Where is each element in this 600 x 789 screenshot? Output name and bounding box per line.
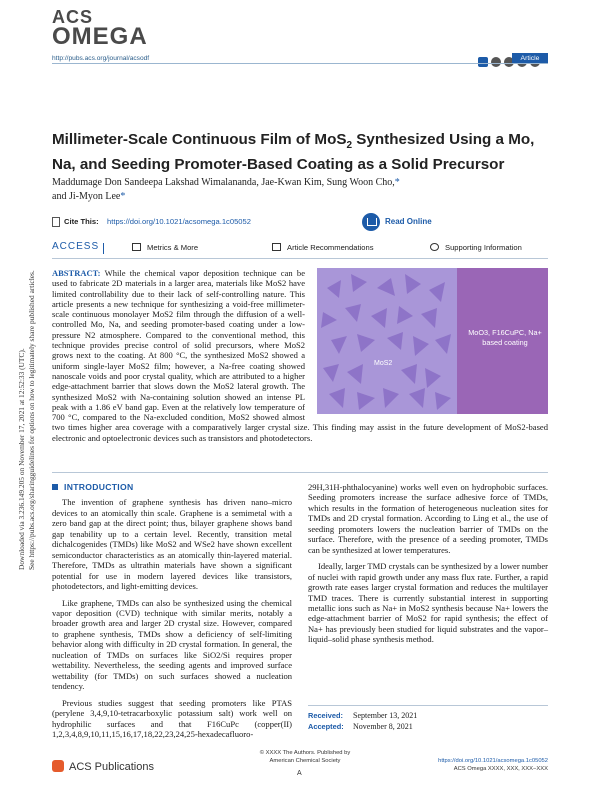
footer-doi-link[interactable]: https://doi.org/10.1021/acsomega.1c05052 xyxy=(438,758,548,764)
right-column xyxy=(308,482,548,651)
received-label: Received: xyxy=(308,711,343,720)
metrics-label: Metrics & More xyxy=(147,243,199,252)
toc-coating-label: MoO3, F16CuPC, Na+ based coating xyxy=(468,328,542,347)
info-icon xyxy=(430,243,439,251)
watermark-line-1: Downloaded via 3.236.149.205 on November 17, 2021 at 12:52:33 (UTC). xyxy=(17,348,26,570)
abstract-text xyxy=(52,268,548,443)
abstract-divider xyxy=(52,472,548,473)
recommendations-label: Article Recommendations xyxy=(287,243,374,252)
intro-paragraph-1: The invention of graphene synthesis has driven nano–micro devices to an atomically thin scale. Graphene is a semimetal with a zero band gap at the direct point; thus, bilayer graphene shows band gap tenability up to a certain level. Recently, transition metal dichalcogenides (TMDs) like MoS2 and WSe2 have shown excellent semiconductor characteristics as an atomically thin-layered material. Therefore, TMDs as ultrathin materials have shown a significant potential for use in modern layered devices like transistors, photodetectors, and light-emitting devices. xyxy=(52,497,292,592)
intro-paragraph-4: 29H,31H-phthalocyanine) works well even on hydrophobic surfaces. Seeding promoters increase the surface adhesive force of TMDs, which results in the formation of heterogeneous nucleation sites for TMDs and 2D crystal formation. According to Ling et al., the use of seeding promoters lowers the nucleation barrier of TMDs on the surface. Therefore, with the presence of a seeding promoter, TMDs can be synthesized at lower temperatures. xyxy=(308,482,548,555)
copyright-notice xyxy=(255,750,355,765)
toc-mos2-label: MoS2 xyxy=(374,360,393,367)
received-date: September 13, 2021 xyxy=(353,711,418,720)
journal-logo[interactable] xyxy=(52,8,148,48)
page-number: A xyxy=(297,770,302,777)
acs-hexagon-icon xyxy=(52,760,64,772)
article-type-badge: Article xyxy=(512,53,548,64)
corresponding-author-mark[interactable]: * xyxy=(394,177,400,188)
open-access-icon[interactable] xyxy=(478,57,488,67)
publisher-name: ACS Publications xyxy=(69,761,154,773)
download-watermark xyxy=(2,240,36,570)
authors-line-1[interactable]: Maddumage Don Sandeepa Lakshad Wimalananda, Jae-Kwan Kim, Sung Woon Cho, xyxy=(52,177,395,188)
bar-chart-icon xyxy=(132,243,141,251)
access-divider xyxy=(103,243,104,254)
article-title: Millimeter-Scale Continuous Film of MoS$_2$ Synthesized Using a Mo, Na, and Seeding Promoter-Based Coating as a Solid Precursor xyxy=(52,131,535,174)
intro-paragraph-3: Previous studies suggest that seeding promoters like PTAS (perylene 3,4,9,10-tetracarboxylic potassium salt) work well on hydrophilic surfaces and that F16CuPc (copper(II) 1,2,3,4,8,9,10,11,15,16,17,18,22,23,24,25-hexadecafluoro- xyxy=(52,697,292,739)
cite-label: Cite This: xyxy=(64,217,99,226)
logo-line-2: OMEGA xyxy=(52,23,148,50)
section-title: INTRODUCTION xyxy=(64,482,134,492)
logo-line-1: ACS xyxy=(52,7,94,27)
accepted-date: November 8, 2021 xyxy=(353,722,413,731)
access-bar xyxy=(52,241,548,259)
left-column xyxy=(52,482,292,745)
author-list xyxy=(52,176,548,204)
abstract-label: ABSTRACT: xyxy=(52,268,101,278)
doi-link[interactable]: https://doi.org/10.1021/acsomega.1c05052 xyxy=(107,217,251,226)
footer-citation xyxy=(438,758,548,773)
copyright-line-2: American Chemical Society xyxy=(269,757,341,764)
article-dates xyxy=(308,705,548,732)
journal-url-link[interactable]: http://pubs.acs.org/journal/acsodf xyxy=(52,55,150,62)
read-online-link[interactable]: Read Online xyxy=(385,217,432,226)
header-divider xyxy=(52,63,548,64)
document-icon xyxy=(272,243,281,251)
metrics-link[interactable] xyxy=(132,243,198,252)
citation-row xyxy=(52,213,548,231)
watermark-line-2: See https://pubs.acs.org/sharingguidelines for options on how to legitimately share published articles. xyxy=(26,270,36,570)
authors-line-2[interactable]: and Ji-Myon Lee xyxy=(52,191,121,202)
abstract-section xyxy=(52,268,548,468)
footer-journal: ACS Omega XXXX, XXX, XXX−XXX xyxy=(453,765,548,772)
accepted-label: Accepted: xyxy=(308,722,344,731)
abstract-float-spacer xyxy=(313,268,548,414)
recommendations-link[interactable] xyxy=(272,243,374,252)
section-marker-icon xyxy=(52,484,58,490)
intro-paragraph-5: Ideally, larger TMD crystals can be synthesized by a lower number of nuclei with rapid growth under any mass flux rate. Further, a rapid growth rate eases larger crystal formation and reduces the multilayer TMD traces. There is currently substantial interest in supporting metallic ions such as Na+ in MoS2 synthesis because Na+ lowers the edge-attachment barrier of MoS2 for rapid synthesis; the effect of Na+ has previously been studied for liquid substrates and the vapor–liquid–solid phase synthesis method. xyxy=(308,561,548,645)
corresponding-author-mark[interactable]: * xyxy=(120,191,126,202)
copyright-line-1: © XXXX The Authors. Published by xyxy=(259,750,351,756)
abstract-body: While the chemical vapor deposition technique can be used to fabricate 2D materials in a larger area, materials like MoS2 have limited controllability due to their lack of self-controlling nature. This article presents a new technique for synthesizing a void-free millimeter-scale continuous monolayer MoS2 film through the diffusion of a well-controlled Mo, Na, and seeding promoter-based coating under a low-pressure N2 atmosphere. Compared to the conventional method, this technique provides precise control of solid precursors, where MoS2 grows next to the coating. At 800 °C, the synthesized MoS2 showed a uniform single-layer MoS2 film; however, a Na-free coating showed nanoscale voids and poor crystal quality, which are attributed to a higher edge-attachment barrier that slows down the MoS2 lateral growth. The synthesized MoS2 with Na-containing solution showed an intense PL peak with a 1.86 eV band gap. Even at the relatively low temperature of 700 °C, compared to the Na-excluded condition, MoS2 showed almost two times higher area coverage with a comparatively larger crystal size. This finding may assist in the future development of MoS2-based electronic and optoelectronic devices such as transistors and photodetectors. xyxy=(52,268,548,443)
intro-paragraph-2: Like graphene, TMDs can also be synthesized using the chemical vapor deposition (CVD) technique with similar merits, notably a broader growth area and larger 2D crystal size. However, compared to graphene synthesis, TMDs show a deficiency of self-limiting behavior along with difficulty in 2D crystal formation. In general, the nucleation of TMDs on surfaces like SiO2/Si requires proper wettability. Nevertheless, the seeding agents and improved surface wettability (for TMDs) on such surfaces showed a nucleation tendency. xyxy=(52,597,292,692)
access-label: ACCESS xyxy=(52,241,100,252)
cc-icon[interactable] xyxy=(491,57,501,67)
cite-icon xyxy=(52,217,60,227)
section-heading xyxy=(52,482,292,492)
supporting-label: Supporting Information xyxy=(445,243,522,252)
supporting-info-link[interactable] xyxy=(430,243,522,252)
read-online-icon[interactable] xyxy=(362,213,380,231)
publisher-logo[interactable] xyxy=(52,760,154,773)
